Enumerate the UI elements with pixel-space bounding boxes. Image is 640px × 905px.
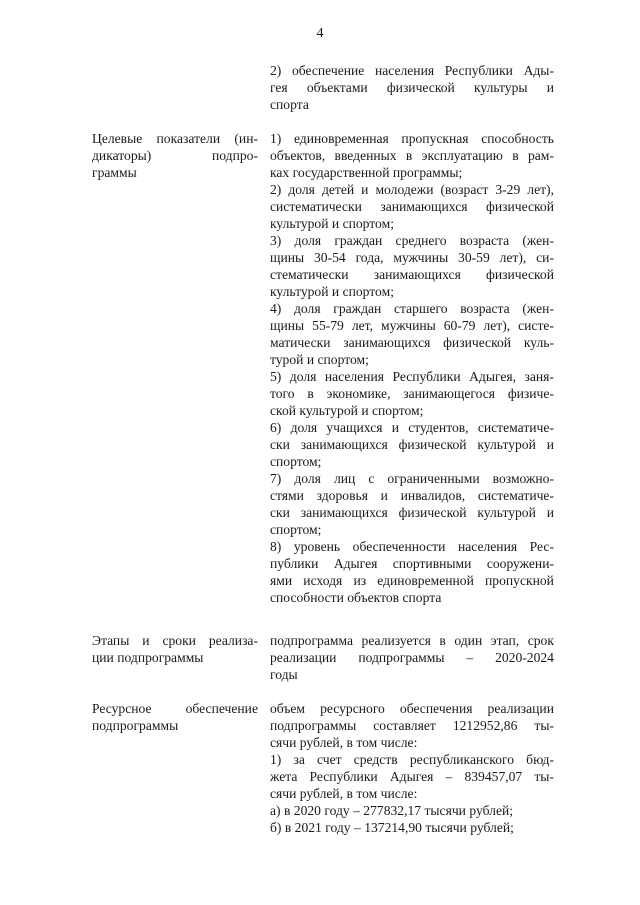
text-line: а) в 2020 году – 277832,17 тысячи рублей;	[270, 803, 514, 818]
text-line: щины 55-79 лет, мужчины 60-79 лет), систе-	[270, 318, 554, 333]
text-line: систематически занимающихся физической	[270, 199, 554, 214]
page-number: 4	[316, 26, 324, 41]
text-line: публики Адыгея спортивными сооружени-	[270, 556, 554, 571]
row-indicators-value	[270, 130, 554, 606]
text-line: ции подпрограммы	[92, 650, 204, 665]
row-goal-2-value	[270, 62, 554, 113]
text-line: ской культурой и спортом;	[270, 403, 424, 418]
text-line: подпрограмма реализуется в один этап, срок	[270, 633, 554, 648]
text-line: ями исходя из единовременной пропускной	[270, 573, 554, 588]
text-line: сячи рублей, в том числе:	[270, 786, 418, 801]
text-line: граммы	[92, 165, 137, 180]
text-line: дикаторы) подпро-	[92, 148, 258, 163]
text-line: культурой и спортом;	[270, 216, 394, 231]
text-line: культурой и спортом;	[270, 284, 394, 299]
text-line: сячи рублей, в том числе:	[270, 735, 418, 750]
text-line: Ресурсное обеспечение	[92, 701, 258, 716]
text-line: турой и спортом;	[270, 352, 369, 367]
row-stages-label	[92, 632, 258, 666]
text-line: ках государственной программы;	[270, 165, 463, 180]
text-line: жета Республики Адыгея – 839457,07 ты-	[270, 769, 554, 784]
text-line: объектов, введенных в эксплуатацию в рам-	[270, 148, 554, 163]
text-line: реализации подпрограммы – 2020-2024	[270, 650, 554, 665]
text-line: щины 30-54 года, мужчины 30-59 лет), си-	[270, 250, 554, 265]
text-line: спорта	[270, 97, 309, 112]
text-line: 7) доля лиц с ограниченными возможно-	[270, 471, 554, 486]
text-line: ски занимающихся физической культурой и	[270, 437, 554, 452]
text-line: Целевые показатели (ин-	[92, 131, 258, 146]
text-line: Этапы и сроки реализа-	[92, 633, 258, 648]
text-line: 8) уровень обеспеченности населения Рес-	[270, 539, 554, 554]
text-line: 6) доля учащихся и студентов, систематиче-	[270, 420, 554, 435]
text-line: 1) единовременная пропускная способность	[270, 131, 554, 146]
row-resources-label	[92, 700, 258, 734]
text-line: 1) за счет средств республиканского бюд-	[270, 752, 554, 767]
text-line: подпрограммы	[92, 718, 179, 733]
text-line: спортом;	[270, 454, 322, 469]
text-line: способности объектов спорта	[270, 590, 442, 605]
text-line: того в экономике, занимающегося физиче-	[270, 386, 554, 401]
row-resources-value	[270, 700, 554, 836]
text-line: годы	[270, 667, 298, 682]
text-line: 5) доля населения Республики Адыгея, заня-	[270, 369, 554, 384]
text-line: гея объектами физической культуры и	[270, 80, 554, 95]
row-stages-value	[270, 632, 554, 683]
text-line: 3) доля граждан среднего возраста (жен-	[270, 233, 554, 248]
text-line: подпрограммы составляет 1212952,86 ты-	[270, 718, 554, 733]
text-line: ски занимающихся физической культурой и	[270, 505, 554, 520]
text-line: 2) обеспечение населения Республики Ады-	[270, 63, 554, 78]
row-indicators-label	[92, 130, 258, 181]
text-line: матически занимающихся физической куль-	[270, 335, 554, 350]
text-line: 4) доля граждан старшего возраста (жен-	[270, 301, 554, 316]
text-line: стематически занимающихся физической	[270, 267, 554, 282]
text-line: объем ресурсного обеспечения реализации	[270, 701, 554, 716]
text-line: стями здоровья и инвалидов, систематиче-	[270, 488, 554, 503]
text-line: спортом;	[270, 522, 322, 537]
text-line: б) в 2021 году – 137214,90 тысячи рублей;	[270, 820, 514, 835]
text-line: 2) доля детей и молодежи (возраст 3-29 лет),	[270, 182, 554, 197]
